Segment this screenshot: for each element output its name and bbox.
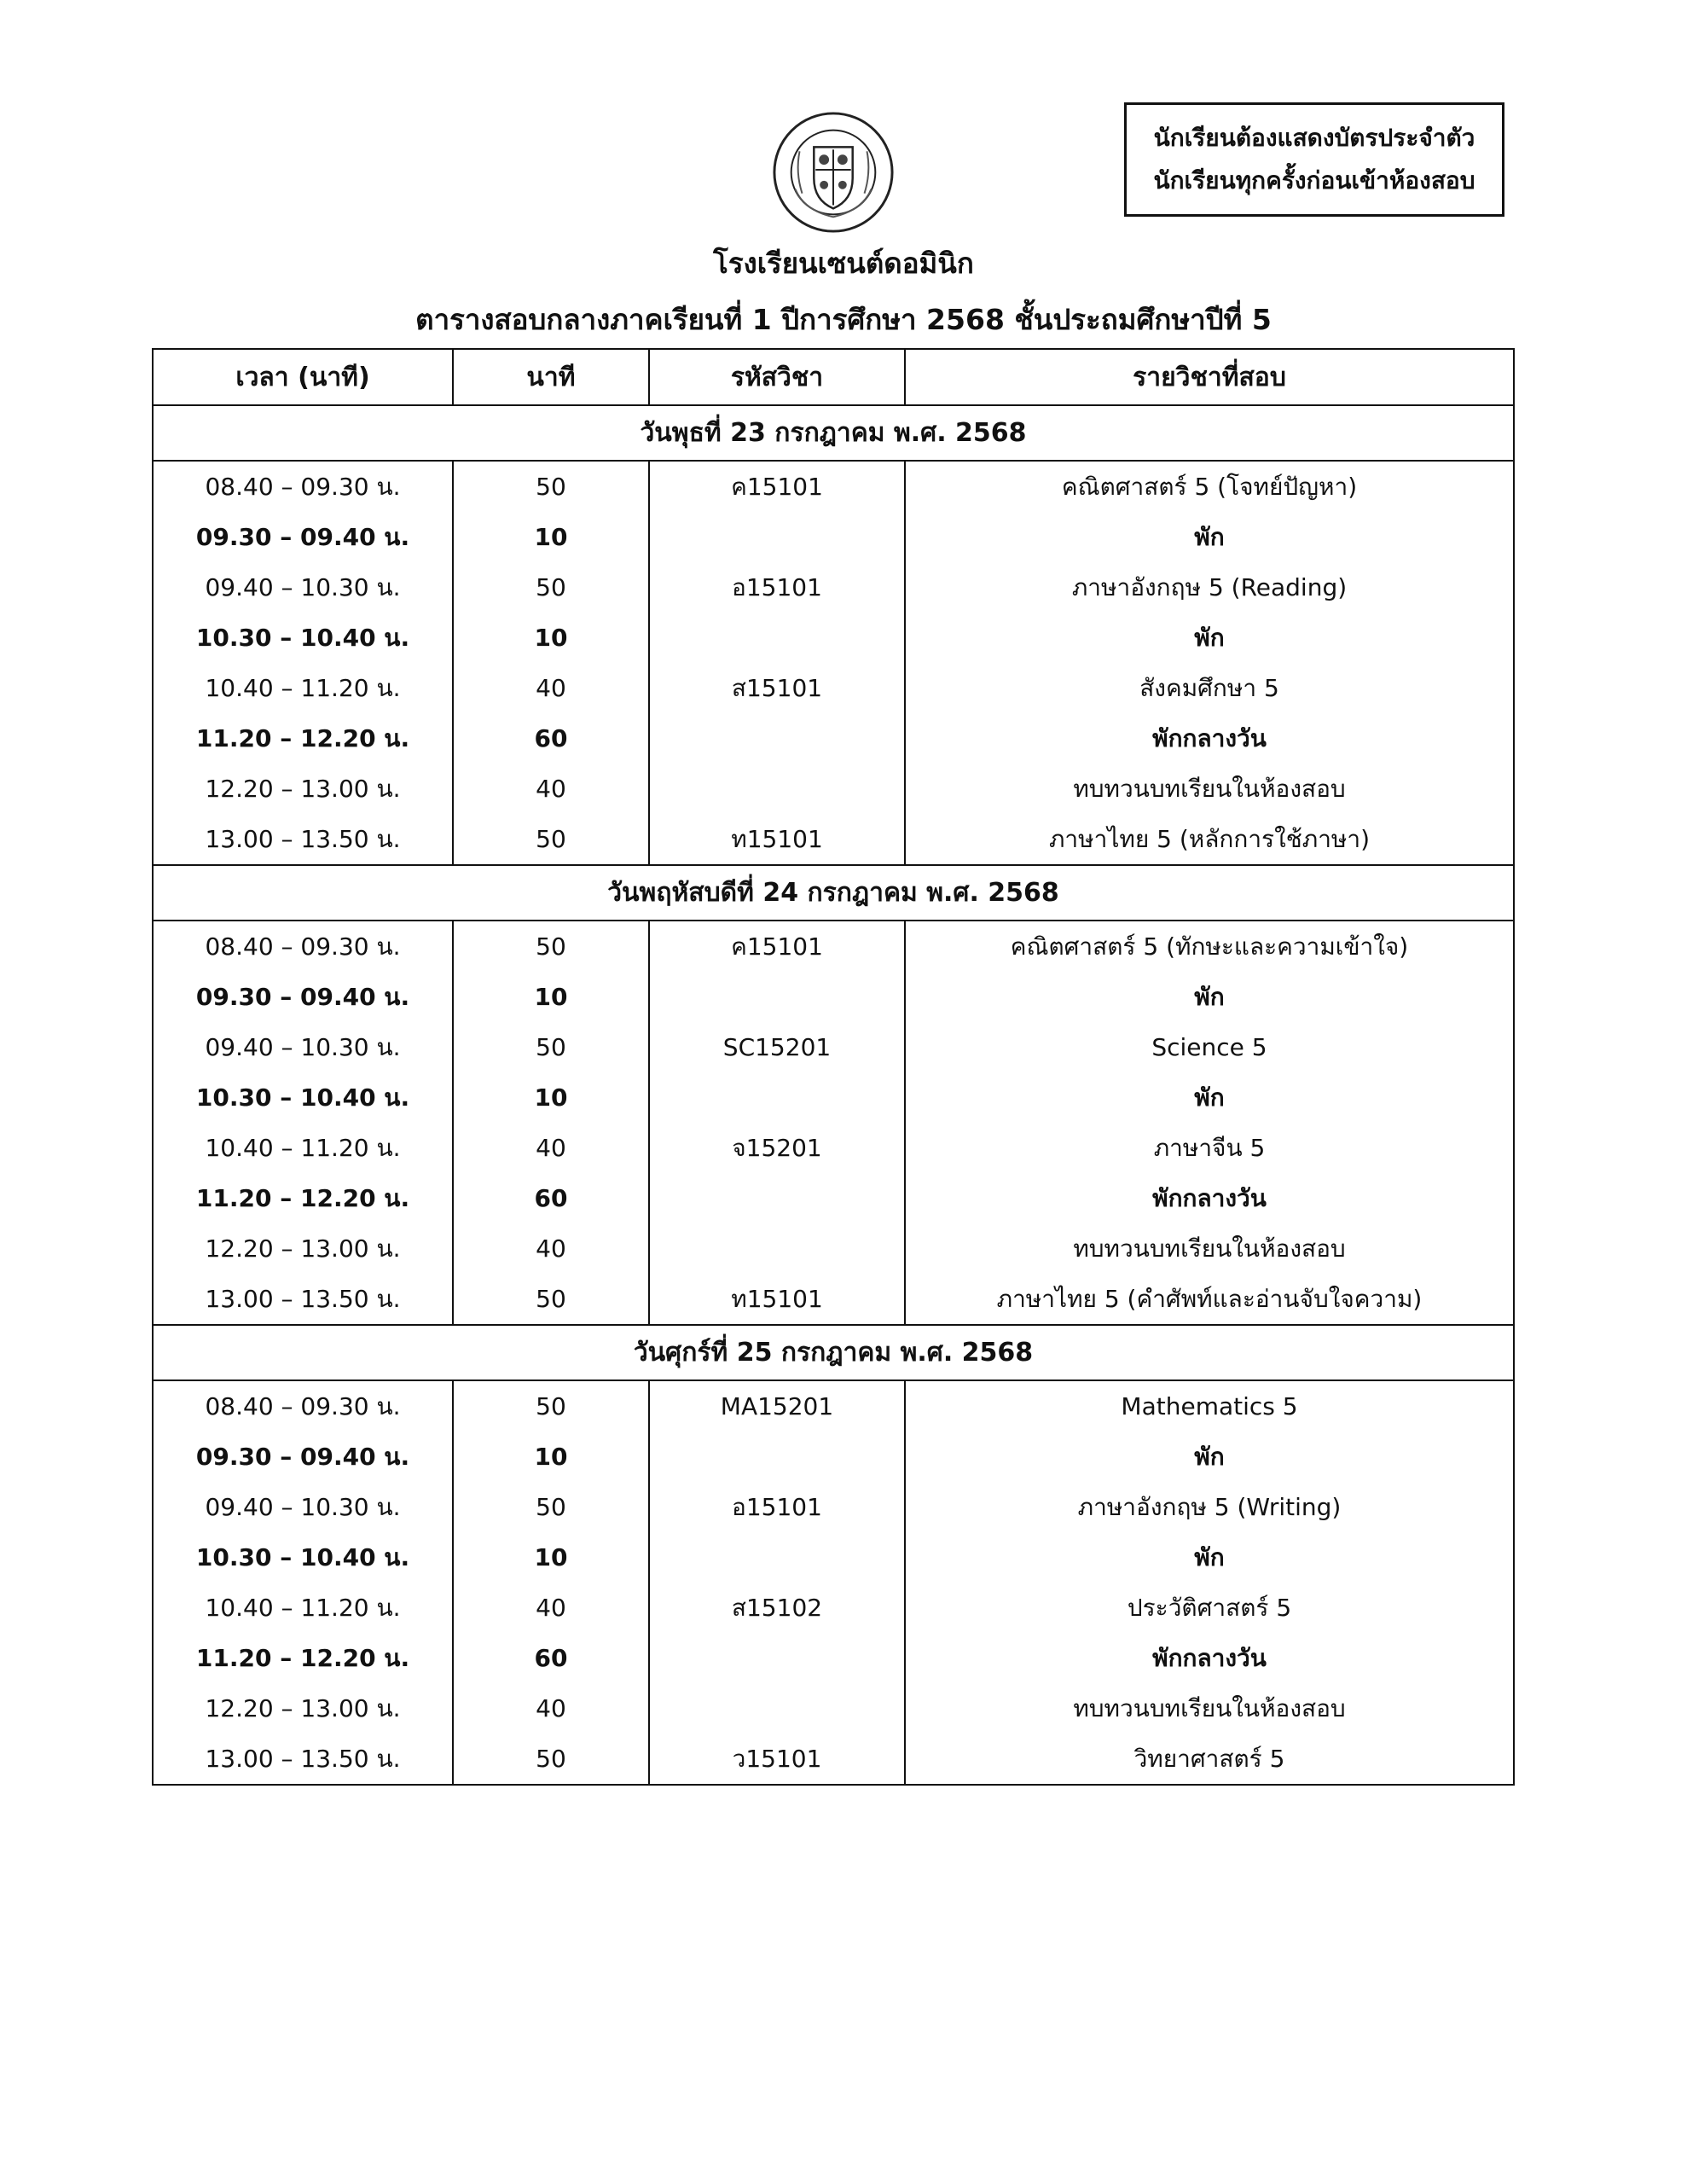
table-row [153,1734,1514,1785]
minutes-cell: 40 [453,1583,649,1633]
table-row [153,1482,1514,1532]
table-row [153,764,1514,814]
minutes-cell: 50 [453,461,649,512]
subject-cell: สังคมศึกษา 5 [905,663,1514,713]
table-row [153,1173,1514,1223]
subject-cell: ภาษาอังกฤษ 5 (Reading) [905,562,1514,613]
minutes-cell: 50 [453,1734,649,1785]
table-row [153,713,1514,764]
table-row [153,1583,1514,1633]
time-cell: 09.30 – 09.40 น. [153,972,453,1022]
table-row [153,461,1514,512]
time-cell: 12.20 – 13.00 น. [153,1683,453,1734]
day-header-row [153,1325,1514,1380]
subject-cell: พัก [905,972,1514,1022]
subject-code-cell: อ15101 [649,1482,905,1532]
header-code: รหัสวิชา [649,349,905,405]
subject-cell: พักกลางวัน [905,1173,1514,1223]
time-cell: 11.20 – 12.20 น. [153,713,453,764]
id-card-notice [1124,102,1504,217]
table-row [153,1072,1514,1123]
subject-code-cell [649,613,905,663]
subject-code-cell [649,1432,905,1482]
header-minutes: นาที [453,349,649,405]
subject-code-cell [649,713,905,764]
subject-code-cell: ส15102 [649,1583,905,1633]
minutes-cell: 50 [453,1380,649,1432]
table-row [153,663,1514,713]
minutes-cell: 40 [453,663,649,713]
time-cell: 11.20 – 12.20 น. [153,1173,453,1223]
school-name: โรงเรียนเซนต์ดอมินิก [713,247,974,280]
minutes-cell: 60 [453,1173,649,1223]
subject-code-cell: ท15101 [649,814,905,865]
minutes-cell: 10 [453,972,649,1022]
header-subject: รายวิชาที่สอบ [905,349,1514,405]
time-cell: 09.40 – 10.30 น. [153,1022,453,1072]
subject-code-cell [649,512,905,562]
table-row [153,1223,1514,1274]
subject-cell: ทบทวนบทเรียนในห้องสอบ [905,1223,1514,1274]
time-cell: 12.20 – 13.00 น. [153,764,453,814]
minutes-cell: 40 [453,764,649,814]
time-cell: 12.20 – 13.00 น. [153,1223,453,1274]
time-cell: 09.30 – 09.40 น. [153,1432,453,1482]
time-cell: 10.30 – 10.40 น. [153,1532,453,1583]
subject-cell: ทบทวนบทเรียนในห้องสอบ [905,1683,1514,1734]
table-header-row [153,349,1514,405]
subject-cell: พัก [905,613,1514,663]
day-label: วันพฤหัสบดีที่ 24 กรกฎาคม พ.ศ. 2568 [153,865,1514,921]
day-header-row [153,865,1514,921]
time-cell: 08.40 – 09.30 น. [153,921,453,972]
subject-code-cell [649,1173,905,1223]
subject-code-cell [649,972,905,1022]
subject-code-cell [649,1683,905,1734]
table-row [153,512,1514,562]
minutes-cell: 10 [453,613,649,663]
subject-code-cell: SC15201 [649,1022,905,1072]
minutes-cell: 50 [453,814,649,865]
subject-code-cell: ค15101 [649,461,905,512]
subject-cell: ภาษาไทย 5 (หลักการใช้ภาษา) [905,814,1514,865]
minutes-cell: 40 [453,1123,649,1173]
table-row [153,1633,1514,1683]
subject-cell: Science 5 [905,1022,1514,1072]
minutes-cell: 10 [453,512,649,562]
table-row [153,1683,1514,1734]
time-cell: 13.00 – 13.50 น. [153,1734,453,1785]
subject-cell: พัก [905,512,1514,562]
day-label: วันพุธที่ 23 กรกฎาคม พ.ศ. 2568 [153,405,1514,461]
time-cell: 09.40 – 10.30 น. [153,1482,453,1532]
minutes-cell: 60 [453,713,649,764]
subject-cell: พัก [905,1532,1514,1583]
subject-code-cell: ท15101 [649,1274,905,1325]
minutes-cell: 40 [453,1683,649,1734]
table-row [153,814,1514,865]
time-cell: 10.30 – 10.40 น. [153,1072,453,1123]
schedule-body [153,405,1514,1785]
time-cell: 10.40 – 11.20 น. [153,1123,453,1173]
minutes-cell: 50 [453,1482,649,1532]
subject-cell: ภาษาอังกฤษ 5 (Writing) [905,1482,1514,1532]
table-row [153,562,1514,613]
header-time: เวลา (นาที) [153,349,453,405]
time-cell: 08.40 – 09.30 น. [153,1380,453,1432]
minutes-cell: 50 [453,921,649,972]
minutes-cell: 60 [453,1633,649,1683]
table-row [153,1432,1514,1482]
minutes-cell: 10 [453,1432,649,1482]
subject-code-cell [649,1633,905,1683]
minutes-cell: 10 [453,1532,649,1583]
subject-cell: ประวัติศาสตร์ 5 [905,1583,1514,1633]
time-cell: 09.40 – 10.30 น. [153,562,453,613]
table-row [153,972,1514,1022]
subject-cell: ทบทวนบทเรียนในห้องสอบ [905,764,1514,814]
subject-code-cell [649,1532,905,1583]
table-row [153,1532,1514,1583]
minutes-cell: 40 [453,1223,649,1274]
subject-cell: คณิตศาสตร์ 5 (โจทย์ปัญหา) [905,461,1514,512]
table-row [153,1274,1514,1325]
time-cell: 13.00 – 13.50 น. [153,1274,453,1325]
subject-cell: ภาษาจีน 5 [905,1123,1514,1173]
subject-code-cell: อ15101 [649,562,905,613]
subject-cell: วิทยาศาสตร์ 5 [905,1734,1514,1785]
table-row [153,1380,1514,1432]
day-header-row [153,405,1514,461]
subject-cell: พัก [905,1432,1514,1482]
notice-line-2: นักเรียนทุกครั้งก่อนเข้าห้องสอบ [1153,166,1475,195]
time-cell: 10.30 – 10.40 น. [153,613,453,663]
time-cell: 09.30 – 09.40 น. [153,512,453,562]
table-row [153,1123,1514,1173]
subject-code-cell: ว15101 [649,1734,905,1785]
subject-code-cell: จ15201 [649,1123,905,1173]
subject-cell: พักกลางวัน [905,1633,1514,1683]
subject-cell: คณิตศาสตร์ 5 (ทักษะและความเข้าใจ) [905,921,1514,972]
subject-cell: พักกลางวัน [905,713,1514,764]
minutes-cell: 50 [453,562,649,613]
subject-code-cell [649,1072,905,1123]
notice-line-1: นักเรียนต้องแสดงบัตรประจำตัว [1153,124,1475,152]
school-crest-icon [770,109,896,235]
exam-schedule-table [152,348,1515,1786]
subject-code-cell: ค15101 [649,921,905,972]
subject-cell: ภาษาไทย 5 (คำศัพท์และอ่านจับใจความ) [905,1274,1514,1325]
subject-cell: พัก [905,1072,1514,1123]
day-label: วันศุกร์ที่ 25 กรกฎาคม พ.ศ. 2568 [153,1325,1514,1380]
subject-cell: Mathematics 5 [905,1380,1514,1432]
subject-code-cell [649,764,905,814]
time-cell: 08.40 – 09.30 น. [153,461,453,512]
time-cell: 11.20 – 12.20 น. [153,1633,453,1683]
subject-code-cell [649,1223,905,1274]
subject-code-cell: MA15201 [649,1380,905,1432]
time-cell: 10.40 – 11.20 น. [153,1583,453,1633]
table-row [153,921,1514,972]
table-row [153,613,1514,663]
minutes-cell: 50 [453,1022,649,1072]
table-row [153,1022,1514,1072]
time-cell: 13.00 – 13.50 น. [153,814,453,865]
exam-title: ตารางสอบกลางภาคเรียนที่ 1 ปีการศึกษา 2568 ชั้นประถมศึกษาปีที่ 5 [415,303,1272,336]
time-cell: 10.40 – 11.20 น. [153,663,453,713]
minutes-cell: 50 [453,1274,649,1325]
minutes-cell: 10 [453,1072,649,1123]
subject-code-cell: ส15101 [649,663,905,713]
